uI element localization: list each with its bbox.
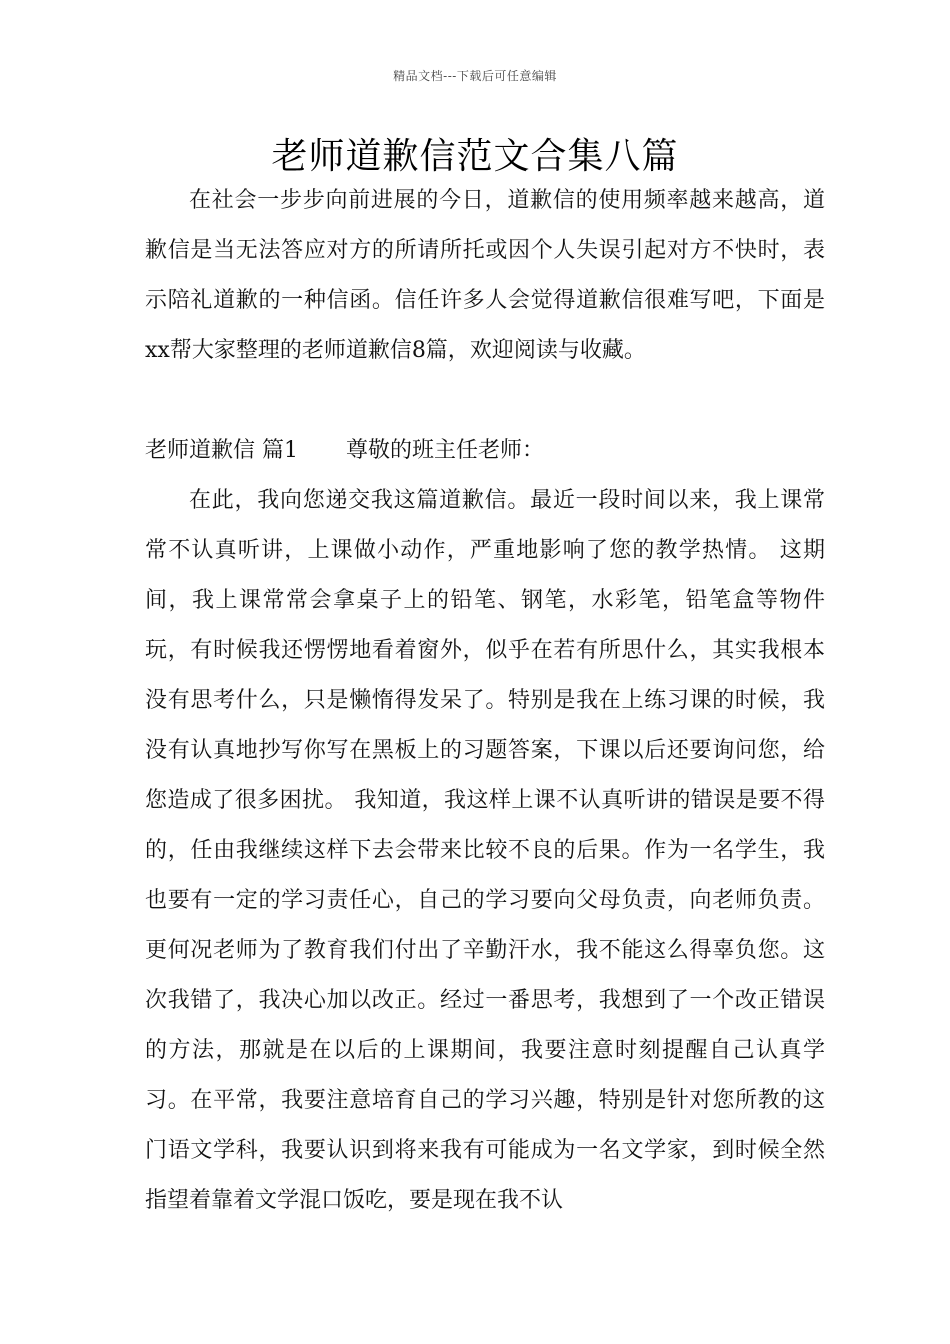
document-title: 老师道歉信范文合集八篇 (271, 136, 679, 177)
section-heading-line (145, 426, 825, 476)
salutation: 尊敬的班主任老师： (346, 438, 545, 463)
section-heading: 老师道歉信 篇1 (145, 438, 298, 463)
header-note: 精品文档---下载后可任意编辑 (393, 69, 557, 83)
intro-paragraph: 在社会一步步向前进展的今日，道歉信的使用频率越来越高，道歉信是当无法答应对方的所请所托或因个人失误引起对方不快时，表示陪礼道歉的一种信函。信任许多人会觉得道歉信很难写吧，下面是xx帮大家整理的老师道歉信8篇，欢迎阅读与收藏。 (145, 188, 825, 363)
letter-body: 在此，我向您递交我这篇道歉信。最近一段时间以来，我上课常常不认真听讲，上课做小动作，严重地影响了您的教学热情。 这期间，我上课常常会拿桌子上的铅笔、钢笔，水彩笔，铅笔盒等物件玩，有时候我还愣愣地看着窗外，似乎在若有所思什么，其实我根本没有思考什么，只是懒惰得发呆了。特别是我在上练习课的时候，我没有认真地抄写你写在黑板上的习题答案，下课以后还要询问您，给您造成了很多困扰。 我知道，我这样上课不认真听讲的错误是要不得的，任由我继续这样下去会带来比较不良的后果。作为一名学生，我也要有一定的学习责任心，自己的学习要向父母负责，向老师负责。更何况老师为了教育我们付出了辛勤汗水，我不能这么得辜负您。这次我错了，我决心加以改正。经过一番思考，我想到了一个改正错误的方法，那就是在以后的上课期间，我要注意时刻提醒自己认真学习。在平常，我要注意培育自己的学习兴趣，特别是针对您所教的这门语文学科，我要认识到将来我有可能成为一名文学家，到时候全然指望着靠着文学混口饭吃，要是现在我不认 (145, 488, 825, 1213)
